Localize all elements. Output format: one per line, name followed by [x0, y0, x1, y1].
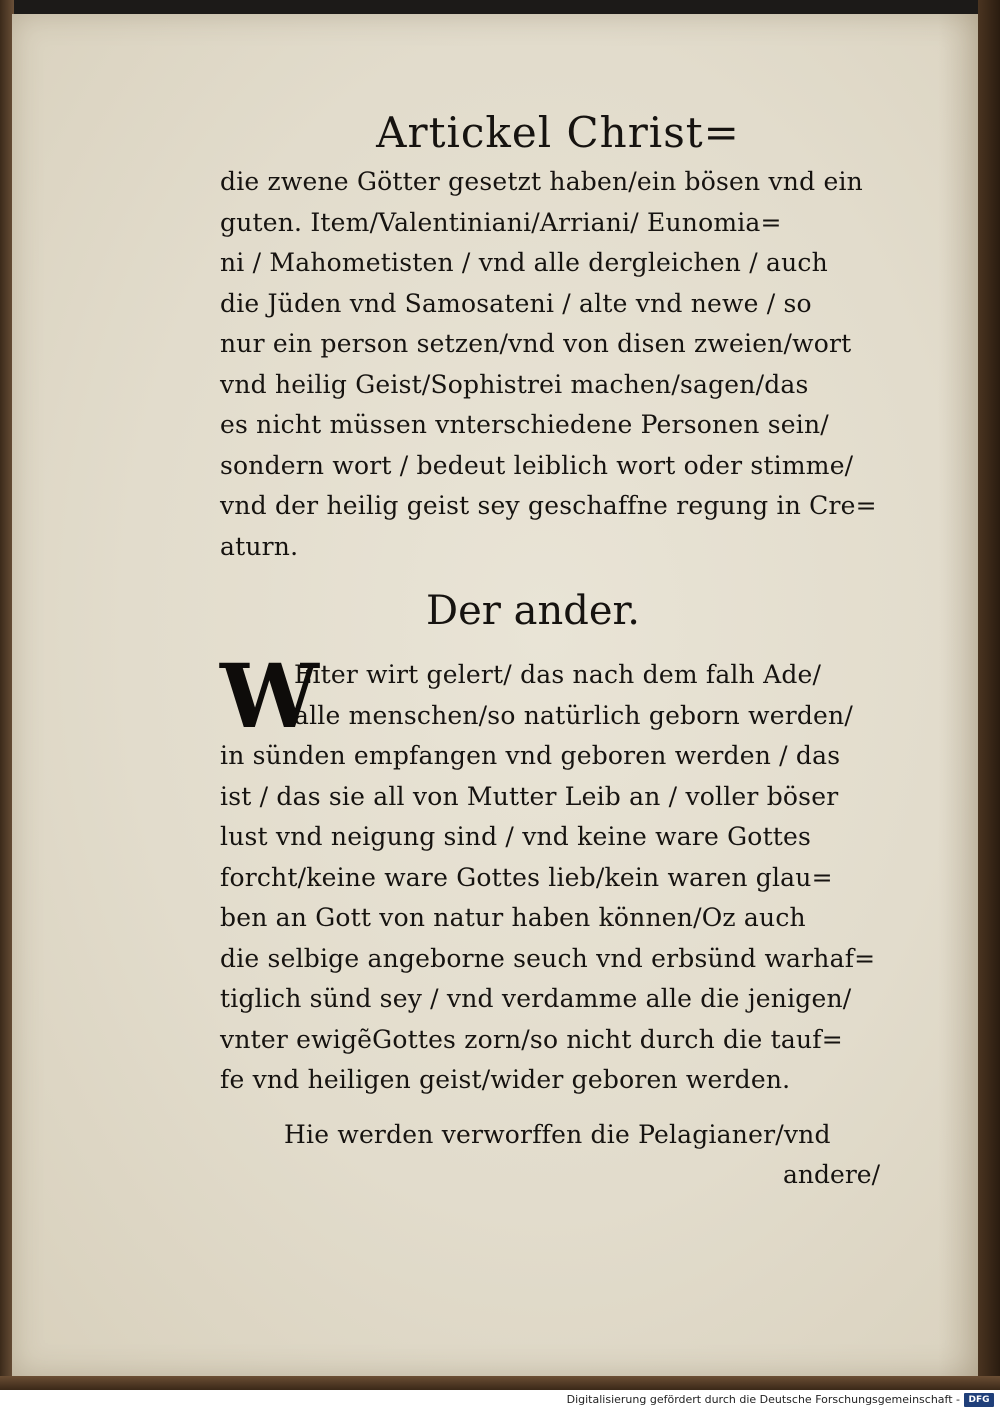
- text-line: die selbige angeborne seuch vnd erbsünd warhaf=: [220, 943, 876, 973]
- text-line: vnter ewigẽGottes zorn/so nicht durch die tauf=: [220, 1024, 843, 1054]
- text-line: alle menschen/so natürlich geborn werden/: [294, 700, 853, 730]
- page-edge-bottom: [0, 1376, 1000, 1390]
- text-line: ni / Mahometisten / vnd alle dergleichen / auch: [220, 248, 828, 277]
- text-line: die Jüden vnd Samosateni / alte vnd newe / so: [220, 288, 812, 318]
- text-line: fe vnd heiligen geist/wider geboren werden.: [220, 1065, 791, 1094]
- running-head: Artickel Christ=: [376, 108, 740, 157]
- decorated-initial: W: [220, 644, 319, 748]
- text-line: forcht/keine ware Gottes lieb/kein waren glau=: [220, 862, 833, 892]
- section2-paragraph: [220, 644, 886, 1101]
- text-line: Eiter wirt gelert/ das nach dem falh Ade/: [294, 660, 822, 689]
- section1-paragraph: [220, 162, 886, 567]
- text-line: vnd heilig Geist/Sophistrei machen/sagen/das: [220, 369, 809, 399]
- text-line: in sünden empfangen vnd geboren werden / das: [220, 741, 841, 770]
- text-line: ist / das sie all von Mutter Leib an / voller böser: [220, 781, 839, 811]
- rejection-paragraph: [220, 1115, 886, 1156]
- footer-credit-text: Digitalisierung gefördert durch die Deutsche Forschungsgemeinschaft -: [566, 1393, 960, 1406]
- text-line: es nicht müssen vnterschiedene Personen sein/: [220, 410, 829, 439]
- text-line: nur ein person setzen/vnd von disen zweien/wort: [220, 329, 852, 358]
- text-line: tiglich sünd sey / vnd verdamme alle die jenigen/: [220, 984, 852, 1013]
- text-line: ben an Gott von natur haben können/Oz auch: [220, 903, 806, 932]
- text-line: die zwene Götter gesetzt haben/ein bösen vnd ein: [220, 167, 863, 196]
- section-heading: Der ander.: [426, 588, 640, 634]
- page-edge-right: [978, 0, 1000, 1390]
- text-line: vnd der heilig geist sey geschaffne regung in Cre=: [220, 491, 877, 520]
- text-line: lust vnd neigung sind / vnd keine ware Gottes: [220, 822, 812, 851]
- digitization-footer: [0, 1390, 1000, 1410]
- catchword: andere/: [783, 1160, 880, 1189]
- page-text-block: [220, 108, 886, 1195]
- dfg-logo-icon: DFG: [964, 1393, 994, 1407]
- text-line: guten. Item/Valentiniani/Arriani/ Eunomia=: [220, 207, 782, 237]
- text-line: aturn.: [220, 531, 299, 561]
- text-line: Hie werden verworffen die Pelagianer/vnd: [284, 1119, 831, 1149]
- text-line: sondern wort / bedeut leiblich wort oder stimme/: [220, 450, 854, 480]
